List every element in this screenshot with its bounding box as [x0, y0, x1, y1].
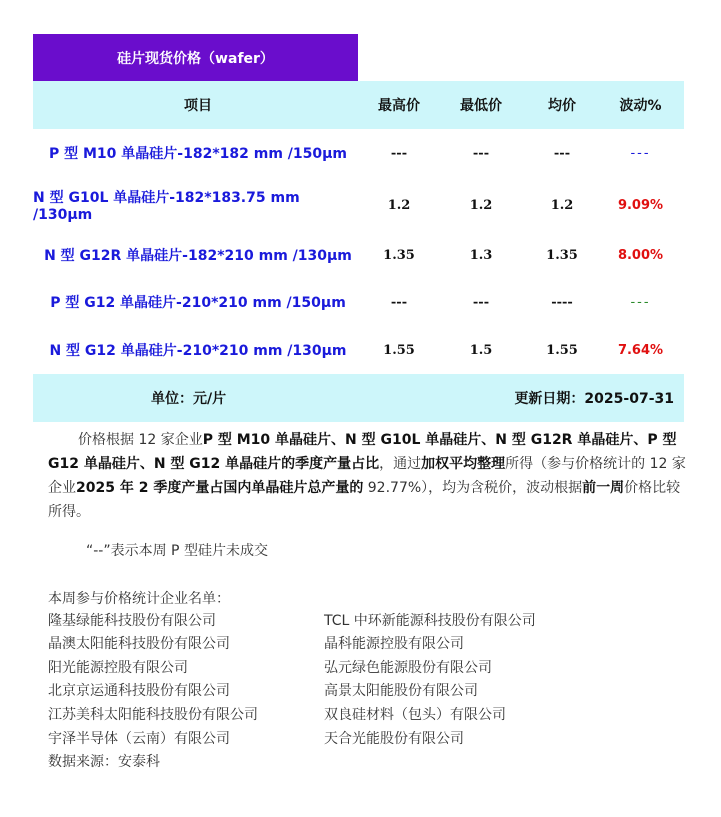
table-title: 硅片现货价格（wafer）	[33, 34, 358, 81]
row-change: ---	[630, 294, 651, 310]
companies-title: 本周参与价格统计企业名单：	[48, 591, 230, 607]
data-source: 数据来源：安泰科	[48, 754, 160, 770]
row-change: 8.00%	[617, 247, 664, 263]
header-item: 项目	[184, 98, 212, 114]
row-avg: ---	[553, 145, 571, 161]
para-bold: 加权平均整理	[421, 456, 506, 472]
header-change: 波动%	[619, 98, 662, 114]
company-name: 晶澳太阳能科技股份有限公司	[48, 636, 230, 652]
row-avg: 1.35	[546, 247, 578, 263]
methodology-paragraph	[48, 428, 688, 524]
para-text: ，通过	[379, 456, 422, 472]
dash-note: “--”表示本周 P 型硅片未成交	[86, 543, 268, 559]
row-high: 1.2	[387, 197, 411, 213]
row-low: 1.5	[469, 342, 493, 358]
row-item: N 型 G12R 单晶硅片-182*210 mm /130μm	[44, 248, 352, 264]
row-change: ---	[630, 145, 651, 161]
para-bold: 前一周	[582, 480, 625, 496]
para-text: 价格根据 12 家企业	[78, 432, 203, 448]
row-avg: ----	[551, 294, 573, 310]
company-name: 北京京运通科技股份有限公司	[48, 683, 230, 699]
row-item: P 型 G12 单晶硅片-210*210 mm /150μm	[50, 295, 346, 311]
company-name: 天合光能股份有限公司	[324, 731, 464, 747]
company-name: 双良硅材料（包头）有限公司	[324, 707, 506, 723]
unit-label: 单位：元/片	[151, 391, 227, 407]
row-avg: 1.55	[546, 342, 578, 358]
row-item: N 型 G10L 单晶硅片-182*183.75 mm /130μm	[33, 190, 300, 223]
company-name: TCL 中环新能源科技股份有限公司	[324, 613, 536, 629]
para-text: 所得（参与价格统计的 12 家企业	[48, 456, 686, 496]
company-name: 江苏美科太阳能科技股份有限公司	[48, 707, 258, 723]
row-item: N 型 G12 单晶硅片-210*210 mm /130μm	[49, 343, 347, 359]
row-low: ---	[472, 294, 490, 310]
update-date: 更新日期：2025-07-31	[514, 391, 674, 407]
row-avg: 1.2	[550, 197, 574, 213]
header-high: 最高价	[378, 98, 420, 114]
table-row	[33, 129, 684, 177]
company-name: 晶科能源控股有限公司	[324, 636, 464, 652]
row-change: 7.64%	[617, 342, 664, 358]
header-low: 最低价	[460, 98, 502, 114]
row-low: 1.2	[469, 197, 493, 213]
row-high: ---	[390, 294, 408, 310]
row-item: P 型 M10 单晶硅片-182*182 mm /150μm	[48, 146, 348, 162]
row-low: 1.3	[469, 247, 493, 263]
table-footer-row	[33, 374, 684, 422]
table-row	[33, 181, 684, 229]
table-row	[33, 326, 684, 374]
company-name: 阳光能源控股有限公司	[48, 660, 188, 676]
header-avg: 均价	[548, 98, 576, 114]
company-name: 隆基绿能科技股份有限公司	[48, 613, 216, 629]
row-low: ---	[472, 145, 490, 161]
row-high: 1.55	[383, 342, 415, 358]
row-high: ---	[390, 145, 408, 161]
row-change: 9.09%	[617, 197, 664, 213]
table-header-row	[33, 81, 684, 129]
company-name: 高景太阳能股份有限公司	[324, 683, 478, 699]
company-name: 宇泽半导体（云南）有限公司	[48, 731, 230, 747]
para-bold: P 型 M10 单晶硅片、N 型 G10L 单晶硅片、N 型 G12R 单晶硅片、P 型 G12 单晶硅片、N 型 G12 单晶硅片的季度产量占比	[48, 432, 677, 472]
row-high: 1.35	[383, 247, 415, 263]
para-bold: 2025 年 2 季度产量占国内单晶硅片总产量的	[76, 480, 364, 496]
company-name: 弘元绿色能源股份有限公司	[324, 660, 492, 676]
table-row	[33, 278, 684, 326]
para-text: 价格比较所得。	[48, 480, 681, 520]
table-row	[33, 231, 684, 279]
para-text: 92.77%），均为含税价，波动根据	[363, 480, 583, 496]
